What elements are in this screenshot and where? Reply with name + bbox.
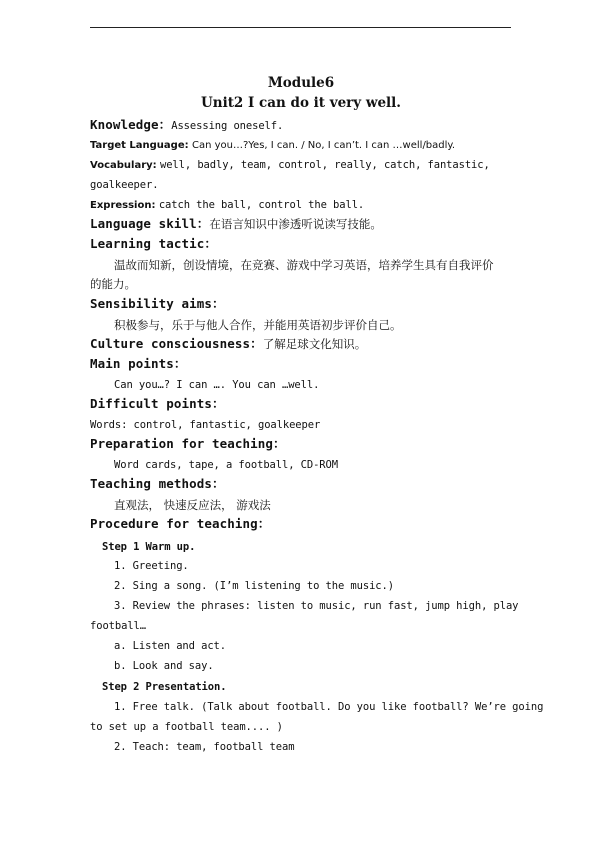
target-language-label: Target Language: (90, 140, 189, 151)
difficult-points-label: Difficult points： (90, 396, 225, 411)
language-skill-text: 在语言知识中渗透听说读写技能。 (209, 217, 382, 231)
step1-item-1: 1. Greeting. (114, 560, 189, 572)
teaching-methods-label: Teaching methods： (90, 476, 225, 491)
step2-item-2: 2. Teach: team, football team (114, 741, 295, 753)
step2-item-1: 1. Free talk. (Talk about football. Do you like football? We’re going (114, 701, 544, 713)
knowledge-text: Assessing oneself. (171, 120, 284, 132)
vocabulary-line (90, 158, 490, 173)
teaching-methods-text: 直观法， 快速反应法， 游戏法 (114, 498, 271, 512)
learning-tactic-text-cont: 的能力。 (90, 277, 136, 291)
vocabulary-text: well, badly, team, control, really, catch, fantastic, (159, 159, 490, 171)
main-points-label: Main points： (90, 356, 187, 371)
language-skill-line (90, 217, 382, 232)
step2-item-1-cont: to set up a football team.... ) (90, 721, 283, 733)
vocabulary-label: Vocabulary: (90, 160, 157, 171)
difficult-points-text: Words: control, fantastic, goalkeeper (90, 419, 321, 431)
culture-consciousness-label: Culture consciousness： (90, 336, 263, 351)
target-language-text: Can you…?Yes, I can. / No, I can’t. I can …well/badly. (191, 140, 456, 151)
procedure-label: Procedure for teaching： (90, 516, 271, 531)
vocabulary-text-cont: goalkeeper. (90, 179, 159, 191)
step1-item-3-cont: football… (90, 620, 146, 632)
knowledge-line (90, 118, 283, 133)
step1-sub-a: a. Listen and act. (114, 640, 226, 652)
sensibility-aims-label: Sensibility aims： (90, 296, 225, 311)
header-rule (90, 27, 511, 28)
learning-tactic-text: 温故而知新，创设情境，在竞赛、游戏中学习英语，培养学生具有自我评价 (114, 258, 494, 272)
language-skill-label: Language skill： (90, 216, 210, 231)
step1-sub-b: b. Look and say. (114, 660, 214, 672)
preparation-text: Word cards, tape, a football, CD-ROM (114, 459, 338, 471)
unit-title: Unit2 I can do it very well. (200, 95, 401, 111)
step1-item-3: 3. Review the phrases: listen to music, run fast, jump high, play (114, 600, 519, 612)
expression-text: catch the ball, control the ball. (158, 199, 365, 211)
target-language-line (90, 138, 455, 153)
preparation-label: Preparation for teaching： (90, 436, 286, 451)
knowledge-label: Knowledge： (90, 117, 172, 132)
step1-item-2: 2. Sing a song. (I’m listening to the music.) (114, 580, 394, 592)
expression-line (90, 198, 364, 213)
culture-consciousness-line (90, 337, 366, 352)
step2-title: Step 2 Presentation. (102, 681, 227, 693)
sensibility-aims-text: 积极参与，乐于与他人合作，并能用英语初步评价自己。 (114, 318, 402, 332)
module-title: Module6 (267, 75, 335, 91)
expression-label: Expression: (90, 200, 156, 211)
culture-consciousness-text: 了解足球文化知识。 (262, 337, 367, 351)
learning-tactic-label: Learning tactic： (90, 236, 217, 251)
main-points-text: Can you…? I can …. You can …well. (114, 379, 320, 391)
step1-title: Step 1 Warm up. (102, 541, 196, 553)
